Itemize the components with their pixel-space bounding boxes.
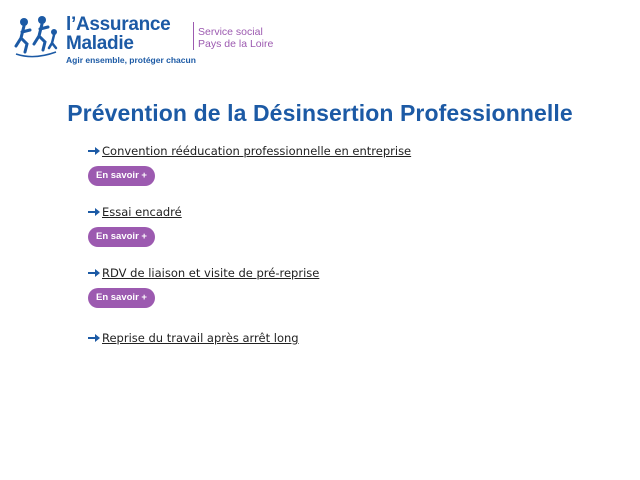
arrow-right-icon <box>88 146 100 156</box>
header-divider <box>193 22 194 50</box>
list-item <box>88 266 320 303</box>
item-label: Reprise du travail après arrêt long <box>102 331 299 345</box>
item-link[interactable] <box>88 205 182 219</box>
arrow-right-icon <box>88 333 100 343</box>
en-savoir-plus-button[interactable]: En savoir + <box>88 227 155 247</box>
logo-tagline: Agir ensemble, protéger chacun <box>66 55 196 65</box>
arrow-right-icon <box>88 268 100 278</box>
item-label: Essai encadré <box>102 205 182 219</box>
item-link[interactable] <box>88 266 319 280</box>
list-item <box>88 331 299 345</box>
logo-line1: l’Assurance <box>66 14 171 35</box>
logo-line2: Maladie <box>66 33 134 54</box>
service-label <box>198 26 273 50</box>
list-item <box>88 205 182 242</box>
service-line2: Pays de la Loire <box>198 38 274 50</box>
list-item <box>88 144 412 181</box>
people-running-icon <box>12 10 62 60</box>
en-savoir-plus-button[interactable]: En savoir + <box>88 288 155 308</box>
item-label: Convention rééducation professionnelle en entreprise <box>102 144 412 158</box>
item-link[interactable] <box>88 144 411 158</box>
item-link[interactable] <box>88 331 299 345</box>
header <box>12 10 312 66</box>
arrow-right-icon <box>88 207 100 217</box>
logo-wordmark[interactable] <box>66 15 170 53</box>
page-title: Prévention de la Désinsertion Professionnelle <box>67 100 573 126</box>
service-line1: Service social <box>198 26 263 38</box>
item-label: RDV de liaison et visite de pré-reprise <box>102 266 320 280</box>
en-savoir-plus-button[interactable]: En savoir + <box>88 166 155 186</box>
